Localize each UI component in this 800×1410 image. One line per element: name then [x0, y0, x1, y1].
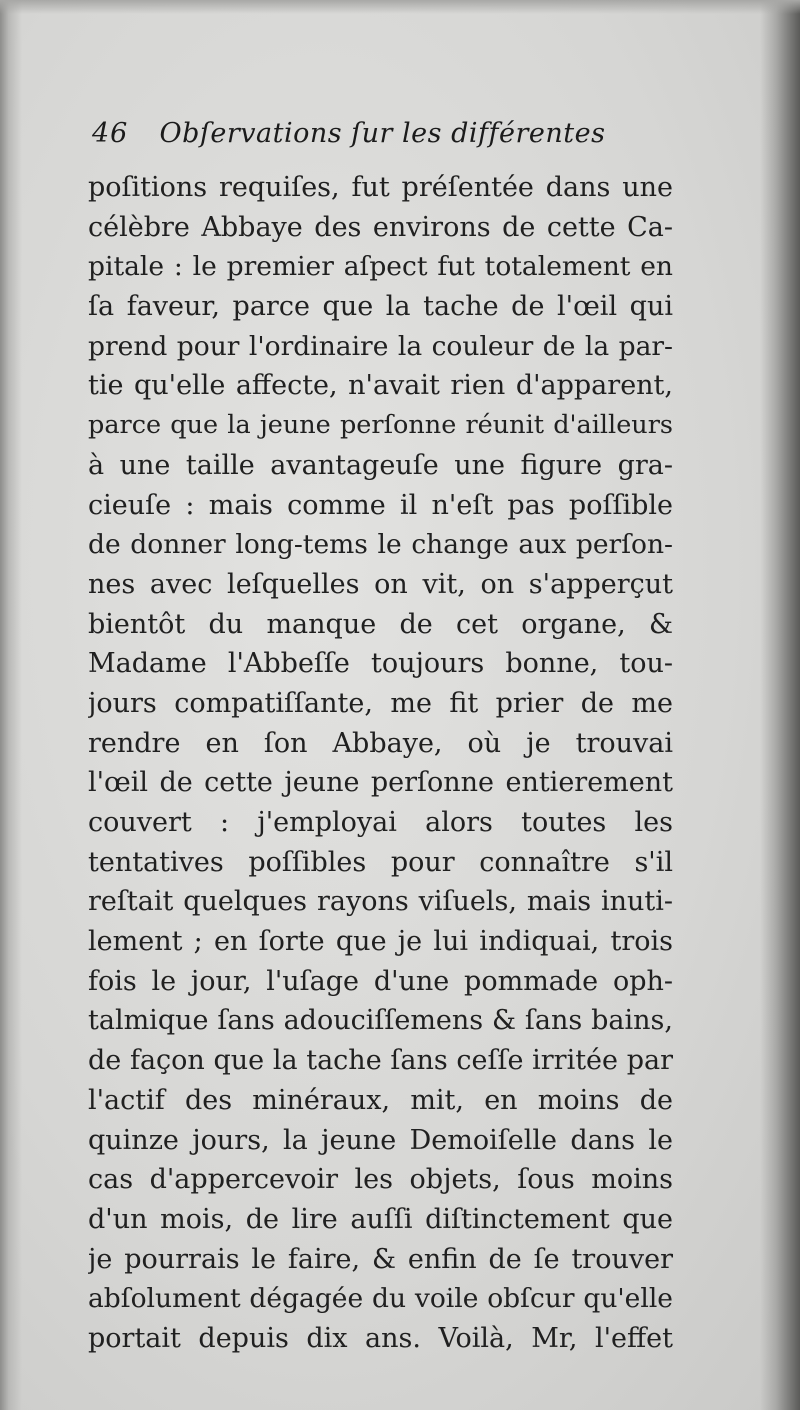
text-line: l'actif des minéraux, mit, en moins de	[88, 1084, 673, 1116]
scan-edge-left	[0, 0, 22, 1410]
text-line: à une taille avantageuſe une figure gra-	[88, 449, 673, 481]
page-header	[92, 118, 712, 166]
text-line: de donner long-tems le change aux perſon-	[88, 529, 673, 561]
text-line: couvert : j'employai alors toutes les	[88, 807, 673, 838]
text-line: de façon que la tache ſans ceſſe irritée par	[88, 1045, 673, 1077]
scan-edge-right	[760, 0, 800, 1410]
text-line: cas d'appercevoir les objets, ſous moins	[88, 1164, 673, 1196]
text-line: tentatives poſſibles pour connaître s'il	[88, 846, 673, 878]
text-line: tie qu'elle affecte, n'avait rien d'apparent,	[88, 370, 673, 402]
text-line: poſitions requiſes, fut préſentée dans une	[88, 172, 673, 203]
text-line: ſa faveur, parce que la tache de l'œil qui	[88, 291, 673, 323]
page-number: 46	[92, 118, 129, 149]
text-line: pitale : le premier aſpect fut totalement en	[88, 251, 673, 283]
text-line: jours compatiſſante, me fit prier de me	[88, 687, 673, 719]
text-line: abſolument dégagée du voile obſcur qu'elle	[88, 1283, 673, 1315]
text-line: l'œil de cette jeune perſonne entierement	[88, 767, 673, 799]
text-line: bientôt du manque de cet organe, &	[88, 608, 673, 640]
text-line: prend pour l'ordinaire la couleur de la par-	[88, 330, 673, 362]
text-line: Madame l'Abbeſſe toujours bonne, tou-	[88, 648, 673, 680]
text-line: cieuſe : mais comme il n'eſt pas poſſible	[88, 489, 673, 521]
text-line: nes avec leſquelles on vit, on s'apperçut	[88, 568, 673, 600]
scan-edge-top	[0, 0, 800, 14]
text-line: je pourrais le faire, & enfin de ſe trouver	[88, 1243, 673, 1275]
text-line: rendre en ſon Abbaye, où je trouvai	[88, 727, 673, 759]
body-text	[88, 168, 673, 1359]
running-head: Obſervations ſur les différentes	[159, 118, 606, 149]
text-line: célèbre Abbaye des environs de cette Ca-	[88, 211, 673, 243]
text-line: fois le jour, l'uſage d'une pommade oph-	[88, 965, 673, 997]
text-line: talmique ſans adouciſſemens & ſans bains,	[88, 1005, 673, 1037]
text-line: portait depuis dix ans. Voilà, Mr, l'effet	[88, 1322, 673, 1354]
text-line: parce que la jeune perſonne réunit d'ailleurs	[88, 410, 673, 441]
text-line: d'un mois, de lire auſſi diſtinctement que	[88, 1203, 673, 1235]
text-line: reſtait quelques rayons viſuels, mais inuti-	[88, 886, 673, 918]
text-line: lement ; en ſorte que je lui indiquai, trois	[88, 926, 673, 958]
text-line: quinze jours, la jeune Demoiſelle dans le	[88, 1124, 673, 1156]
